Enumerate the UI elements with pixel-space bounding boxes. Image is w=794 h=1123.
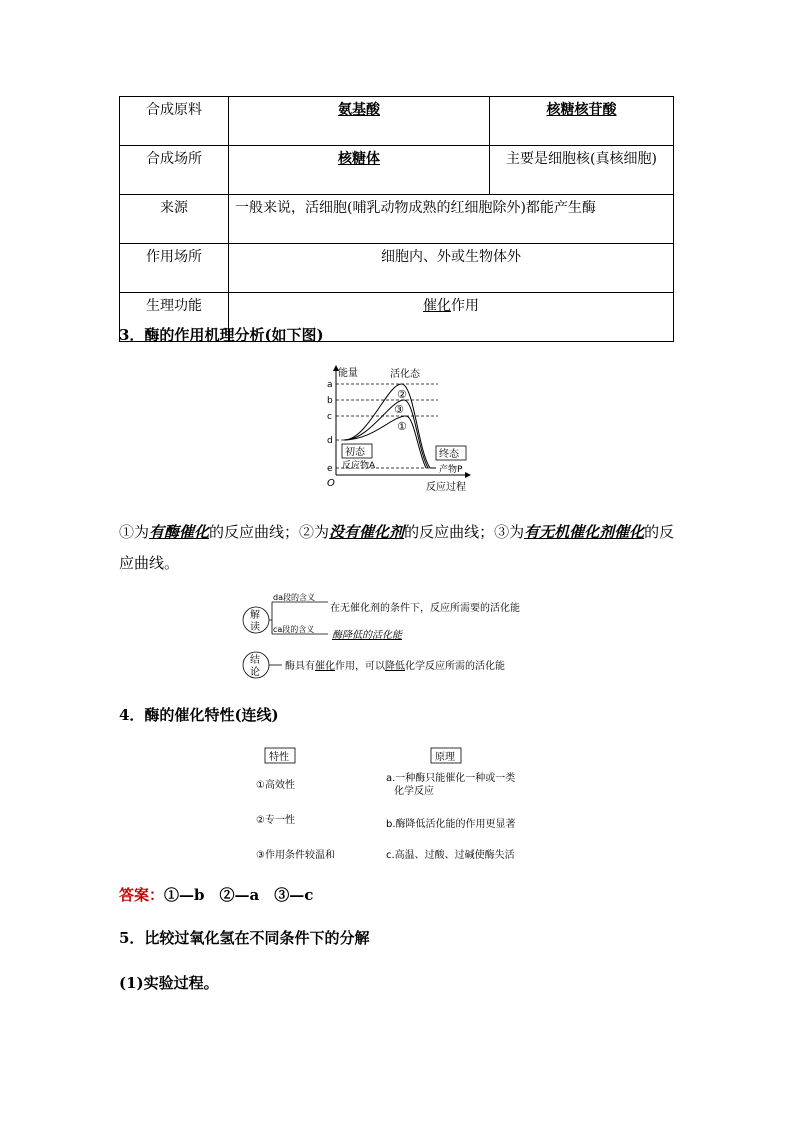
table-cell xyxy=(490,97,674,146)
curve-label-3: ③ xyxy=(394,403,404,416)
conclusion-part: 催化 xyxy=(315,661,335,672)
energy-diagram xyxy=(318,360,478,495)
table-cell: 生理功能 xyxy=(120,293,229,342)
level-label-b: b xyxy=(327,396,333,406)
text: ①为 xyxy=(119,523,150,541)
curve-label-1: ① xyxy=(397,420,407,433)
left-item: ①高效性 xyxy=(256,780,295,791)
final-state-label: 终态 xyxy=(439,449,459,460)
section-4-heading: 4．酶的催化特性(连线) xyxy=(119,706,279,724)
table-cell xyxy=(229,146,490,195)
text: 的反应曲线；②为 xyxy=(209,523,330,541)
da-text: 在无催化剂的条件下，反应所需要的活化能 xyxy=(330,603,520,614)
table-cell: 细胞内、外或生物体外 xyxy=(229,244,674,293)
table-cell: 合成原料 xyxy=(120,97,229,146)
level-label-d: d xyxy=(327,436,333,446)
product-label: 产物P xyxy=(439,465,463,475)
table-row xyxy=(120,195,674,244)
table-cell-text: 作用 xyxy=(451,298,479,314)
table-cell-text: 核糖核苷酸 xyxy=(546,102,617,118)
text: 的反应曲线。 xyxy=(119,523,675,572)
keyword: 有无机催化剂催化 xyxy=(524,523,645,541)
right-header: 原理 xyxy=(435,752,455,763)
right-item: a.一种酶只能催化一种或一类 xyxy=(386,773,516,784)
right-item: c.高温、过酸、过碱使酶失活 xyxy=(386,850,515,861)
table-row xyxy=(120,146,674,195)
table-cell-text: 核糖体 xyxy=(338,151,380,167)
left-item: ③作用条件较温和 xyxy=(256,850,335,861)
answer-label: 答案： xyxy=(119,886,165,904)
matching-diagram xyxy=(250,742,550,867)
level-label-e: e xyxy=(327,464,333,474)
table-cell xyxy=(229,97,490,146)
initial-state-label: 初态 xyxy=(345,447,365,458)
left-header: 特性 xyxy=(269,752,289,763)
interpret-char-2: 读 xyxy=(250,622,260,633)
origin-label: O xyxy=(327,478,335,489)
right-item: b.酶降低活化能的作用更显著 xyxy=(386,819,516,830)
reactant-label: 反应物A xyxy=(342,461,376,471)
table-row xyxy=(120,244,674,293)
answer-text: ①—b ②—a ③—c xyxy=(164,886,314,904)
table-cell: 合成场所 xyxy=(120,146,229,195)
right-item: 化学反应 xyxy=(394,786,434,797)
level-label-a: a xyxy=(327,380,333,390)
conclusion-char-2: 论 xyxy=(250,667,260,678)
conclusion-part: 降低 xyxy=(385,661,405,672)
table-cell: 来源 xyxy=(120,195,229,244)
table-cell-text: 催化 xyxy=(423,298,451,314)
x-axis-label: 反应过程 xyxy=(426,482,466,493)
table-cell-text: 氨基酸 xyxy=(338,102,380,118)
conclusion-part: 化学反应所需的活化能 xyxy=(405,661,505,672)
table-cell: 一般来说，活细胞(哺乳动物成熟的红细胞除外)都能产生酶 xyxy=(229,195,674,244)
enzyme-info-table xyxy=(119,96,674,342)
answer-line xyxy=(119,884,313,905)
keyword: 没有催化剂 xyxy=(329,523,405,541)
text: 的反应曲线；③为 xyxy=(404,523,525,541)
da-label: da段的含义 xyxy=(273,593,315,602)
conclusion-char-1: 结 xyxy=(250,655,260,666)
interpret-char-1: 解 xyxy=(250,610,260,621)
ca-label: ca段的含义 xyxy=(273,625,315,634)
table-cell: 作用场所 xyxy=(120,244,229,293)
ca-text: 酶降低的活化能 xyxy=(332,630,402,641)
peak-label: 活化态 xyxy=(390,369,420,380)
subsection-1-heading: (1)实验过程。 xyxy=(119,974,219,992)
table-row xyxy=(120,97,674,146)
left-item: ②专一性 xyxy=(256,815,295,826)
conclusion-part: 作用，可以 xyxy=(335,661,385,672)
conclusion-part: 酶具有 xyxy=(285,661,315,672)
curve-description xyxy=(119,517,679,579)
interpretation-diagram xyxy=(240,592,560,687)
curve-label-2: ② xyxy=(397,388,407,401)
section-5-heading: 5．比较过氧化氢在不同条件下的分解 xyxy=(119,929,370,947)
level-label-c: c xyxy=(327,412,332,422)
table-cell: 主要是细胞核(真核细胞) xyxy=(490,146,674,195)
section-3-heading: 3．酶的作用机理分析(如下图) xyxy=(119,326,324,344)
y-axis-label: 能量 xyxy=(338,368,358,379)
keyword: 有酶催化 xyxy=(149,523,210,541)
conclusion-text xyxy=(285,659,505,672)
